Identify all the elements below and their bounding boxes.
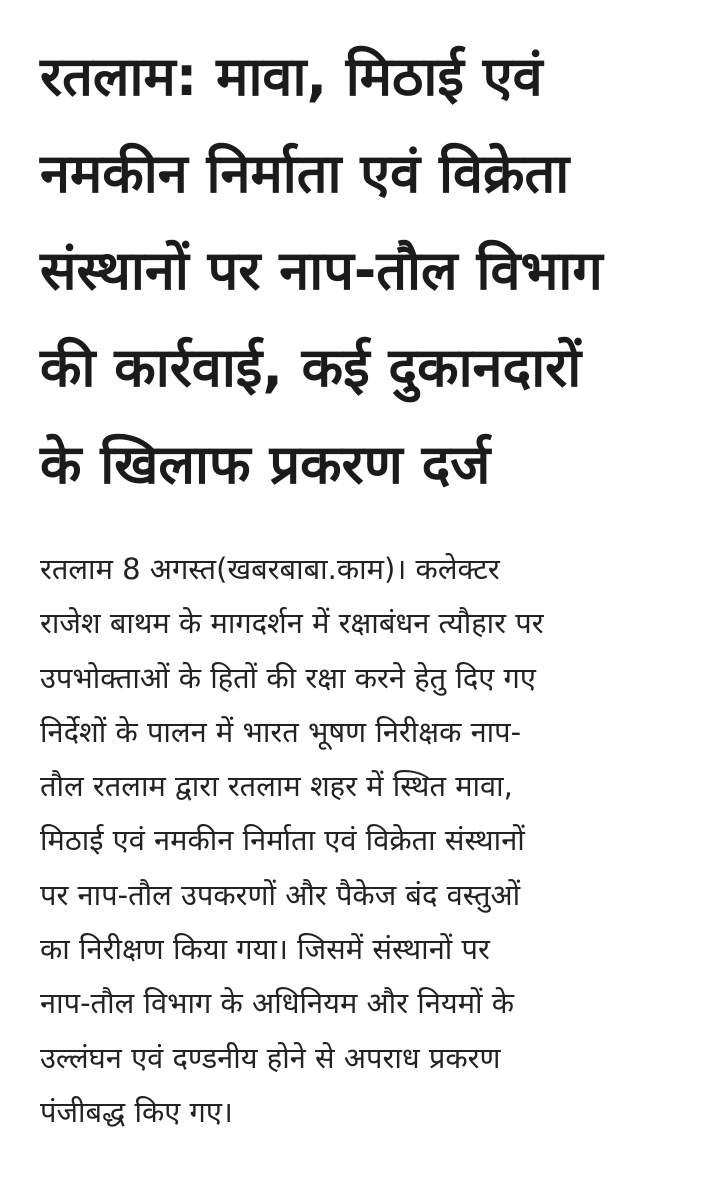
- body-line: मिठाई एवं नमकीन निर्माता एवं विक्रेता संस्थानों: [40, 823, 525, 858]
- headline-line: रतलाम: मावा, मिठाई एवं: [40, 45, 543, 108]
- body-line: निर्देशों के पालन में भारत भूषण निरीक्षक नाप-: [40, 714, 522, 749]
- article-body: [40, 542, 688, 1139]
- body-line: का निरीक्षण किया गया। जिसमें संस्थानों पर: [40, 932, 490, 967]
- body-line: रतलाम 8 अगस्त(खबरबाबा.काम)। कलेक्टर: [40, 552, 500, 586]
- body-line: तौल रतलाम द्वारा रतलाम शहर में स्थित मावा,: [40, 769, 513, 804]
- body-line: उल्लंघन एवं दण्डनीय होने से अपराध प्रकरण: [40, 1040, 501, 1075]
- body-line: नाप-तौल विभाग के अधिनियम और नियमों के: [40, 986, 515, 1021]
- headline-line: के खिलाफ प्रकरण दर्ज: [40, 433, 491, 496]
- article-header: [40, 28, 690, 513]
- headline-line: की कार्रवाई, कई दुकानदारों: [40, 336, 582, 399]
- headline-line: संस्थानों पर नाप-तौल विभाग: [40, 239, 603, 302]
- body-line: राजेश बाथम के मागदर्शन में रक्षाबंधन त्यौहार पर: [40, 606, 544, 641]
- body-line: उपभोक्ताओं के हितों की रक्षा करने हेतु दिए गए: [40, 660, 536, 695]
- headline-line: नमकीन निर्माता एवं विक्रेता: [40, 142, 570, 205]
- body-line: पर नाप-तौल उपकरणों और पैकेज बंद वस्तुओं: [40, 877, 521, 912]
- headline: [40, 28, 690, 513]
- body-line: पंजीबद्ध किए गए।: [40, 1094, 233, 1129]
